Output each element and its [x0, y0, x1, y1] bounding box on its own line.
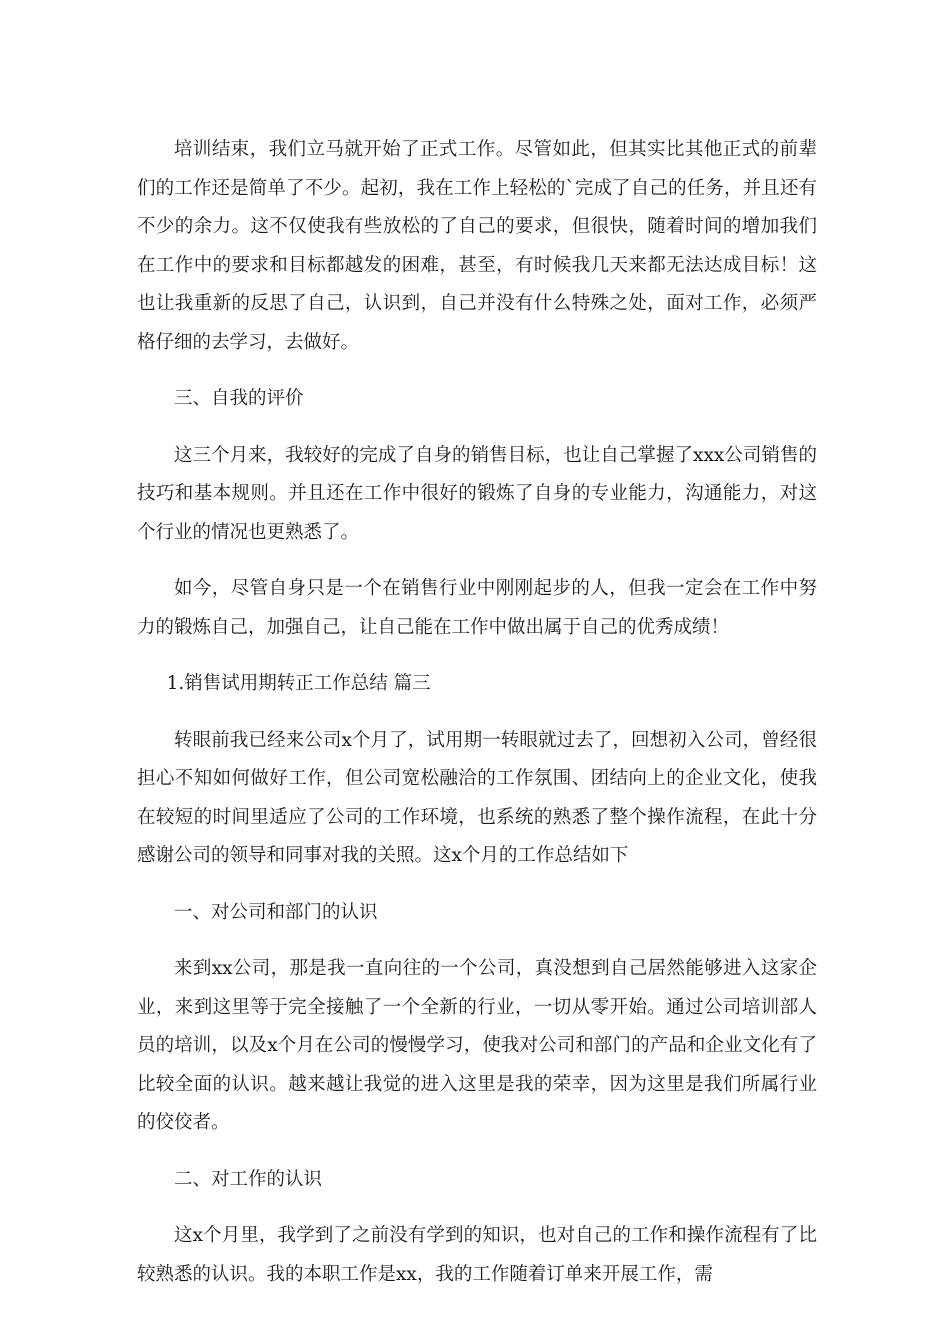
heading-work-understanding: 二、对工作的认识 — [174, 1168, 323, 1190]
heading-company-understanding: 一、对公司和部门的认识 — [174, 901, 378, 923]
paragraph-probation-intro: 转眼前我已经来公司x个月了，试用期一转眼就过去了，回想初入公司，曾经很担心不知如何做好工作，但公司宽松融洽的工作氛围、团结向上的企业文化，使我在较短的时间里适应了公司的工作环境，也系统的熟悉了整个操作流程，在此十分感谢公司的领导和同事对我的关照。这x个月的工作总结如下 — [137, 729, 817, 866]
paragraph-three-months: 这三个月来，我较好的完成了自身的销售目标，也让自己掌握了xxx公司销售的技巧和基本规则。并且还在工作中很好的锻炼了自身的专业能力，沟通能力，对这个行业的情况也更熟悉了。 — [137, 444, 817, 543]
paragraph-nowadays: 如今，尽管自身只是一个在销售行业中刚刚起步的人，但我一定会在工作中努力的锻炼自己，加强自己，让自己能在工作中做出属于自己的优秀成绩！ — [137, 578, 817, 638]
paragraph-work: 这x个月里，我学到了之前没有学到的知识，也对自己的工作和操作流程有了比较熟悉的认识。我的本职工作是xx，我的工作随着订单来开展工作，需 — [137, 1225, 817, 1285]
paragraph-company: 来到xx公司，那是我一直向往的一个公司，真没想到自己居然能够进入这家企业，来到这里等于完全接触了一个全新的行业，一切从零开始。通过公司培训部人员的培训，以及x个月在公司的慢慢学习，使我对公司和部门的产品和企业文化有了比较全面的认识。越来越让我觉的进入这里是我的荣幸，因为这里是我们所属行业的佼佼者。 — [137, 958, 817, 1133]
paragraph-training-end: 培训结束，我们立马就开始了正式工作。尽管如此，但其实比其他正式的前辈们的工作还是简单了不少。起初，我在工作上轻松的`完成了自己的任务，并且还有不少的余力。这不仅使我有些放松的了自己的要求，但很快，随着时间的增加我们在工作中的要求和目标都越发的困难，甚至，有时候我几天来都无法达成目标！这也让我重新的反思了自己，认识到，自己并没有什么特殊之处，面对工作，必须严格仔细的去学习，去做好。 — [137, 139, 817, 353]
document-body — [137, 131, 817, 1312]
heading-self-evaluation: 三、自我的评价 — [174, 388, 304, 409]
section-title-part-three: 1.销售试用期转正工作总结 篇三 — [166, 673, 431, 694]
